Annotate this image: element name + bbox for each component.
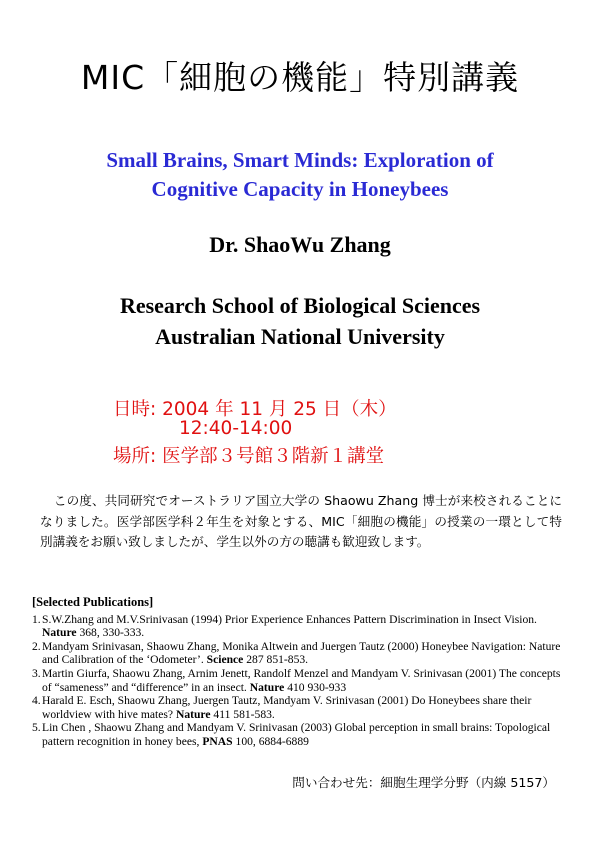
publication-number: 3. — [32, 666, 41, 680]
publication-ref: 287 851-853. — [243, 653, 309, 667]
publication-item — [32, 640, 564, 667]
page-title: MIC「細胞の機能」特別講義 — [80, 58, 520, 97]
institution — [0, 290, 600, 352]
publication-text: Harald E. Esch, Shaowu Zhang, Juergen Tautz, Mandyam V. Srinivasan (2001) Do Honeybees share their worldview with hive mates? — [42, 694, 532, 721]
event-place: 場所: 医学部３号館３階新１講堂 — [113, 446, 385, 467]
publication-ref: 368, 330-333. — [76, 626, 145, 640]
intro-paragraph: この度、共同研究でオーストラリア国立大学の Shaowu Zhang 博士が来校されることになりました。医学部医学科２年生を対象とする、MIC「細胞の機能」の授業の一環として特別講義をお願い致しましたが、学生以外の方の聴講も歓迎致します。 — [40, 493, 562, 549]
publication-text: Martin Giurfa, Shaowu Zhang, Arnim Jenett, Randolf Menzel and Mandyam V. Srinivasan (2001) The concepts of “sameness” and “difference” in an insect. — [42, 666, 561, 694]
publication-number: 1. — [32, 612, 41, 626]
publication-item — [32, 667, 564, 694]
talk-title-line-2: Cognitive Capacity in Honeybees — [151, 177, 449, 201]
contact-info: 問い合わせ先：細胞生理学分野（内線 5157） — [292, 775, 555, 790]
publications-heading: [Selected Publications] — [32, 595, 154, 609]
publication-item — [32, 694, 564, 721]
publication-journal: Nature — [175, 707, 211, 721]
publication-journal: Science — [206, 653, 244, 667]
publications-section — [32, 596, 564, 749]
institution-line-2: Australian National University — [155, 324, 445, 349]
publication-journal: PNAS — [202, 734, 233, 748]
event-date: 日時: 2004 年 11 月 25 日（木） — [113, 399, 397, 420]
publication-journal: Nature — [42, 626, 77, 640]
publication-number: 4. — [32, 694, 41, 708]
talk-title-line-1: Small Brains, Smart Minds: Exploration of — [106, 148, 494, 172]
publication-ref: 411 581-583. — [210, 707, 275, 721]
talk-title — [0, 146, 600, 204]
event-time: 12:40-14:00 — [179, 418, 293, 439]
publication-number: 2. — [32, 639, 41, 653]
publication-text: Mandyam Srinivasan, Shaowu Zhang, Monika Altwein and Juergen Tautz (2000) Honeybee Navigation: Nature and Calibration of the ‘Odometer’. — [42, 639, 561, 667]
publication-text: Lin Chen , Shaowu Zhang and Mandyam V. Srinivasan (2003) Global perception in small brains: Topological pattern recognition in honey bees, — [42, 721, 551, 748]
publication-number: 5. — [32, 721, 41, 735]
publication-text: S.W.Zhang and M.V.Srinivasan (1994) Prior Experience Enhances Pattern Discrimination in Insect Vision. — [42, 612, 537, 626]
institution-line-1: Research School of Biological Sciences — [119, 293, 481, 318]
publication-journal: Nature — [249, 680, 285, 694]
publication-item — [32, 613, 564, 640]
publication-ref: 100, 6884-6889 — [232, 734, 309, 748]
speaker-name: Dr. ShaoWu Zhang — [209, 232, 391, 257]
publication-item — [32, 721, 564, 748]
publication-ref: 410 930-933 — [284, 680, 347, 694]
